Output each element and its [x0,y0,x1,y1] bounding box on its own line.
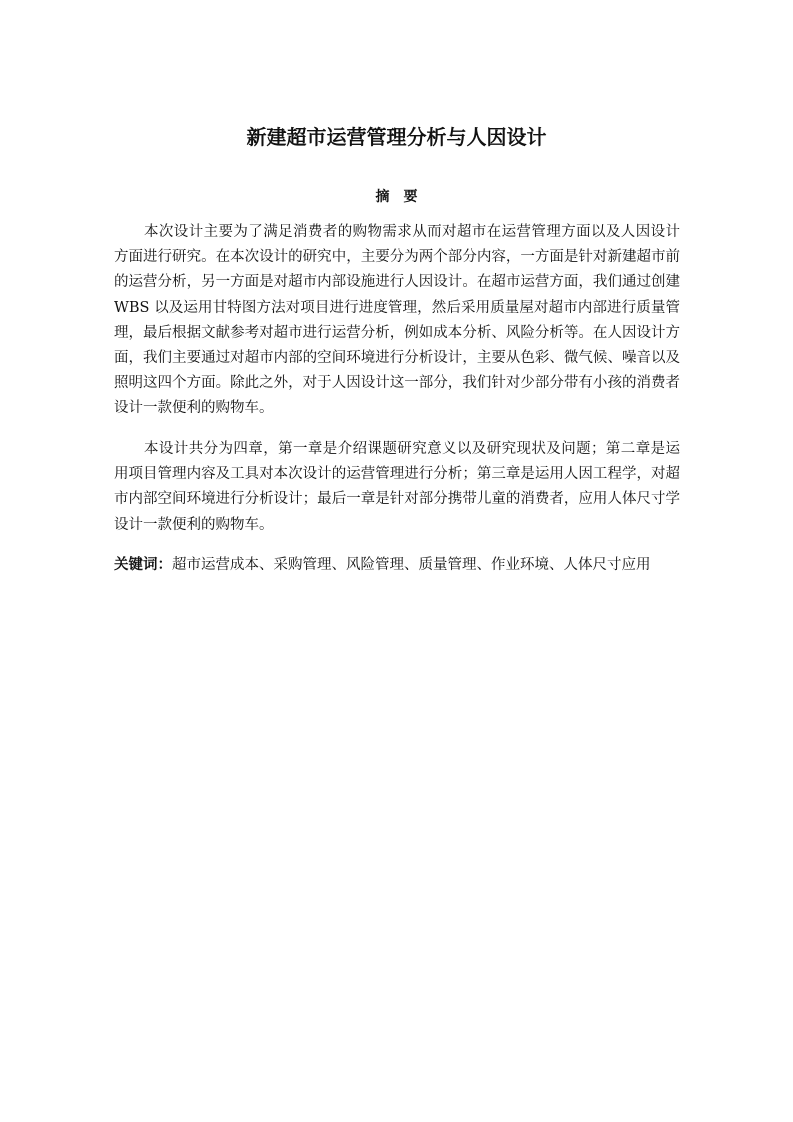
abstract-heading: 摘要 [375,189,432,205]
keywords-label: 关键词： [114,557,172,573]
document-title: 新建超市运营管理分析与人因设计 [246,125,547,149]
keywords-text: 超市运营成本、采购管理、风险管理、质量管理、作业环境、人体尺寸应用 [172,557,651,573]
keywords-line [114,553,694,578]
abstract-paragraph-2: 本设计共分为四章，第一章是介绍课题研究意义以及研究现状及问题；第二章是运用项目管理内容及工具对本次设计的运营管理进行分析；第三章是运用人因工程学，对超市内部空间环境进行分析设计；最后一章是针对部分携带儿童的消费者，应用人体尺寸学设计一款便利的购物车。 [114,441,680,533]
abstract-paragraph-1: 本次设计主要为了满足消费者的购物需求从而对超市在运营管理方面以及人因设计方面进行研究。在本次设计的研究中，主要分为两个部分内容，一方面是针对新建超市前的运营分析，另一方面是对超市内部设施进行人因设计。在超市运营方面，我们通过创建 WBS 以及运用甘特图方法对项目进行进度管理，然后采用质量屋对超市内部进行质量管理，最后根据文献参考对超市进行运营分析，例如成本分析、风险分析等。在人因设计方面，我们主要通过对超市内部的空间环境进行分析设计，主要从色彩、微气候、噪音以及照明这四个方面。除此之外，对于人因设计这一部分，我们针对少部分带有小孩的消费者设计一款便利的购物车。 [114,224,680,417]
